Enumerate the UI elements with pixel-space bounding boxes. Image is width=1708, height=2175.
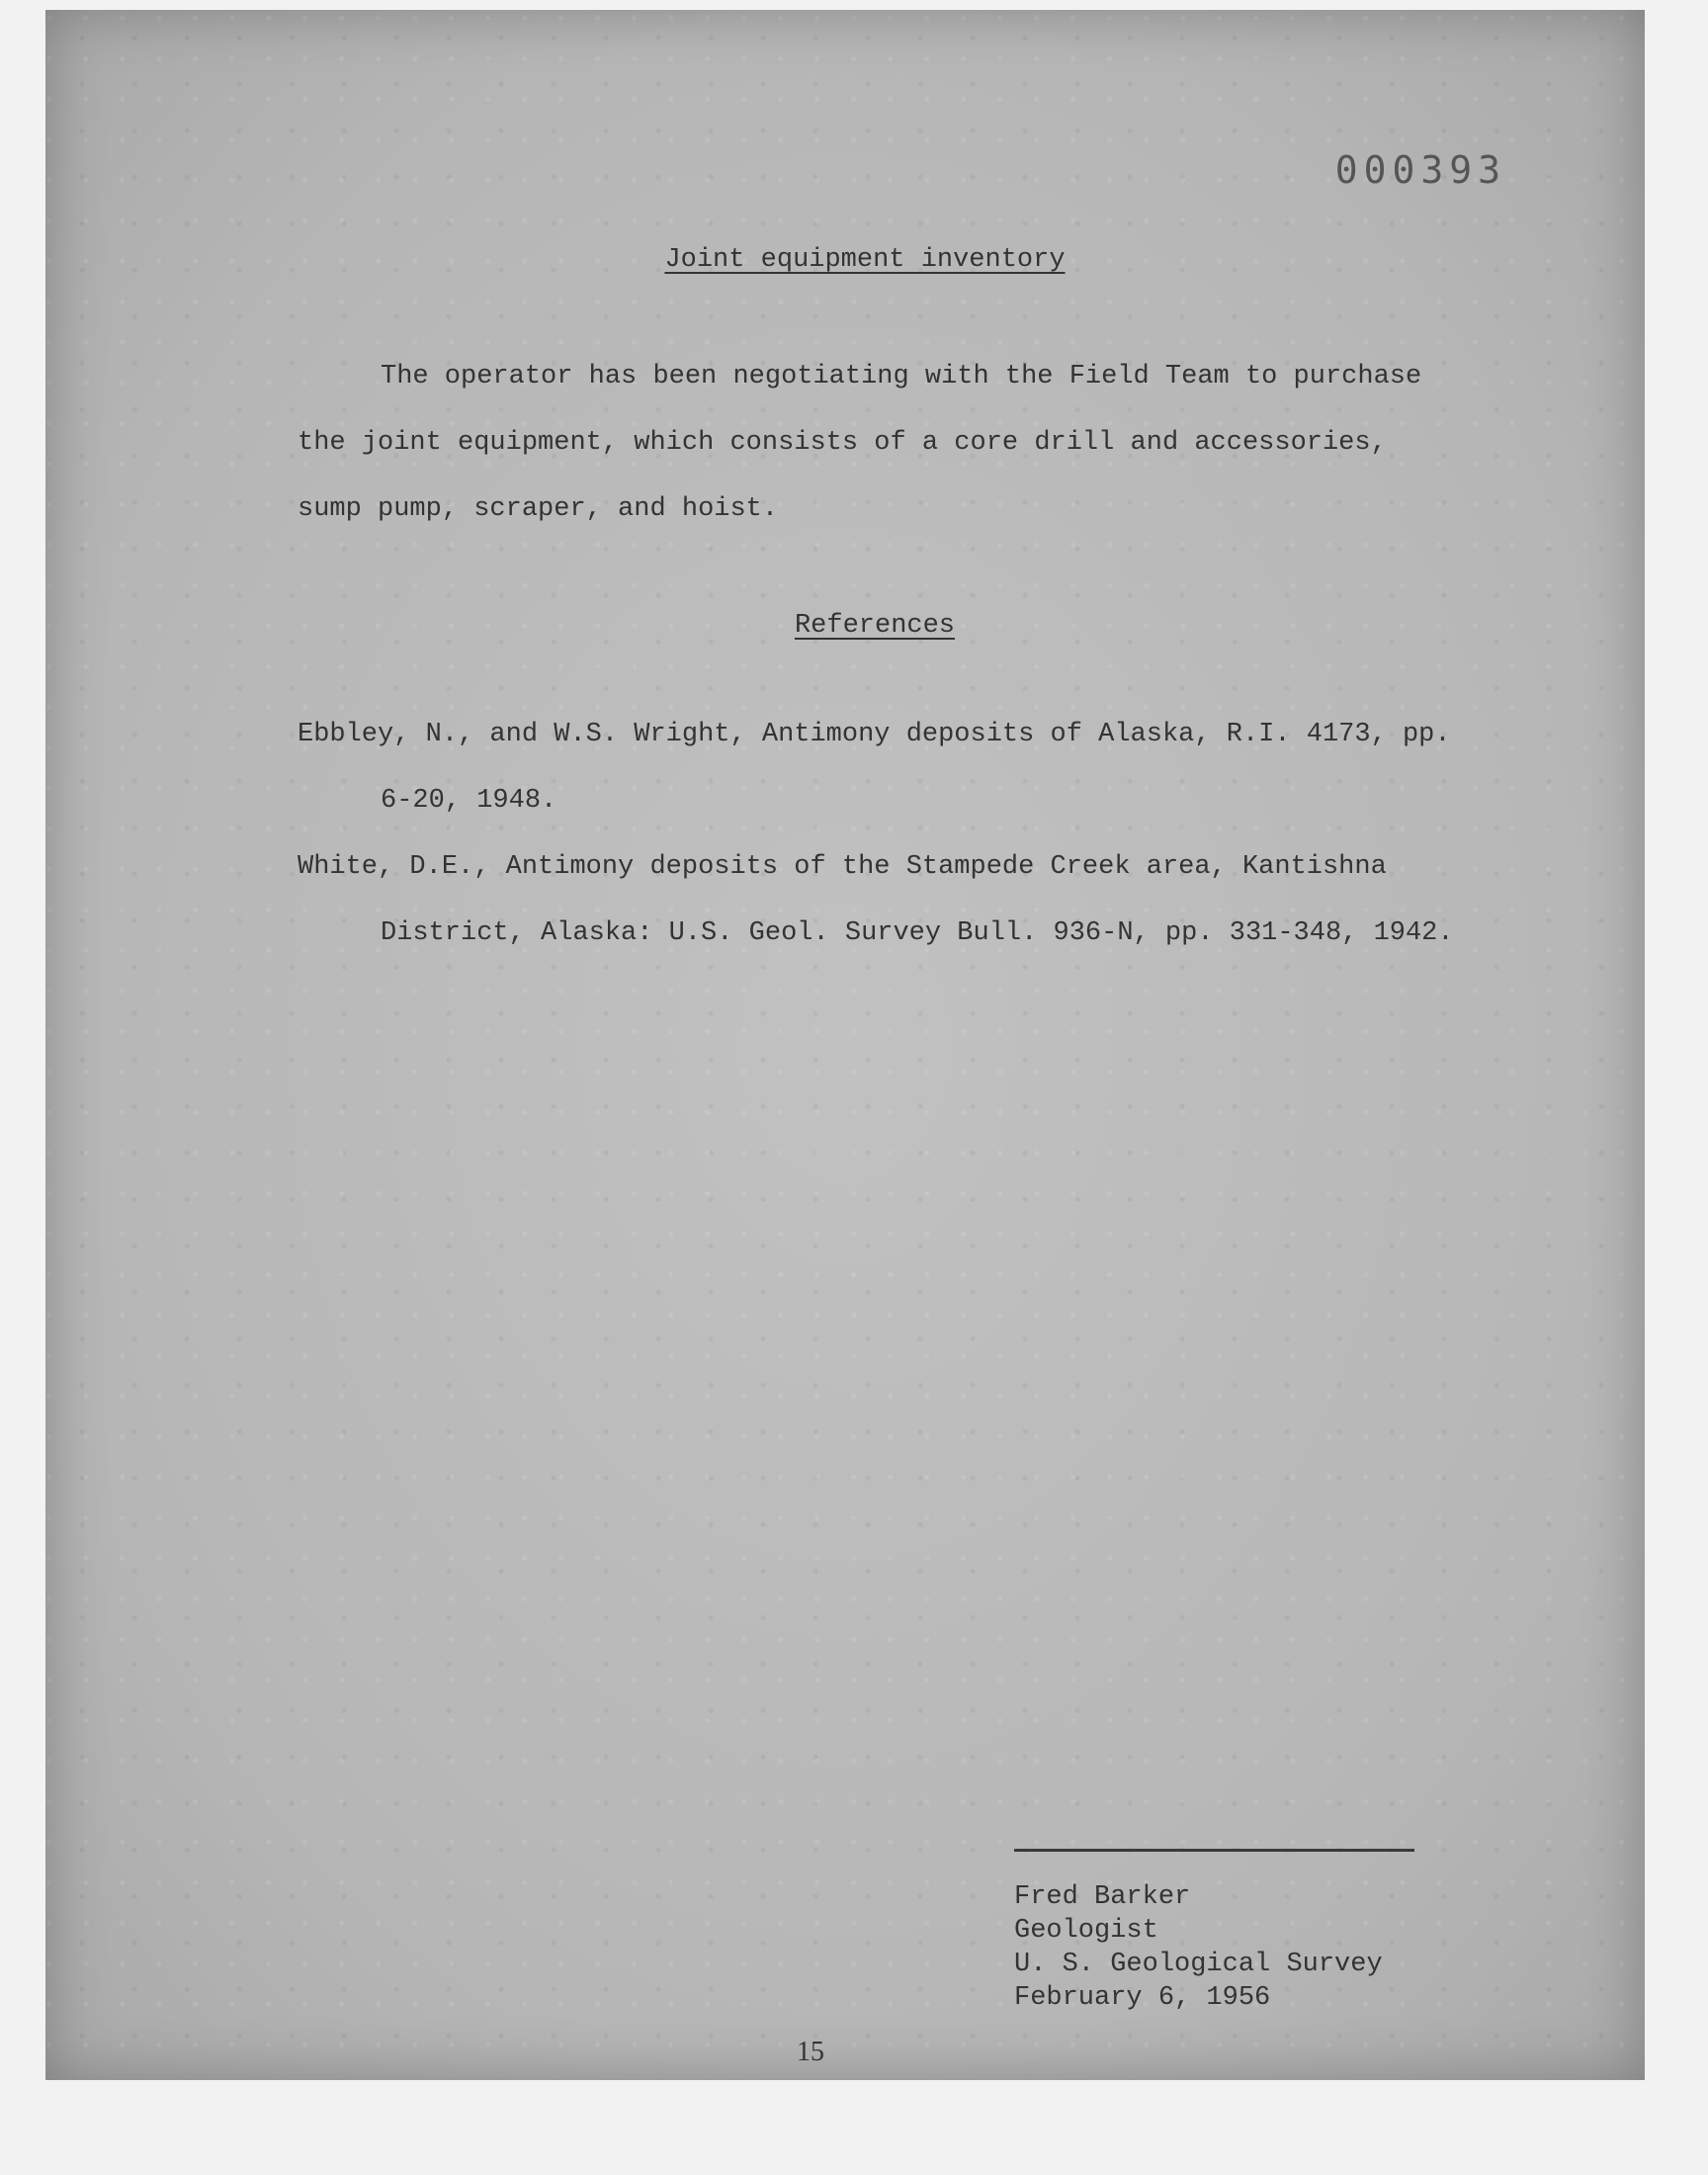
signatory-organization: U. S. Geological Survey xyxy=(1014,1950,1383,1979)
page-number: 15 xyxy=(797,2037,824,2067)
signatory-title: Geologist xyxy=(1014,1916,1158,1946)
references-list xyxy=(298,702,1484,967)
document-page xyxy=(45,10,1645,2080)
section-heading-equipment: Joint equipment inventory xyxy=(664,245,1066,275)
signature-line xyxy=(1014,1849,1414,1852)
section-heading-references: References xyxy=(794,611,956,641)
document-number: 000393 xyxy=(1334,148,1506,192)
reference-item: White, D.E., Antimony deposits of the Stampede Creek area, Kantishna District, Alaska: U.S. Geol. Survey Bull. 936-N, pp. 331-348, 1942. xyxy=(298,852,1454,948)
signatory-name: Fred Barker xyxy=(1014,1882,1191,1912)
reference-item: Ebbley, N., and W.S. Wright, Antimony deposits of Alaska, R.I. 4173, pp. 6-20, 1948. xyxy=(298,720,1451,816)
signature-block xyxy=(1014,1880,1383,2015)
equipment-paragraph: The operator has been negotiating with the Field Team to purchase the joint equipment, which consists of a core drill and accessories, sump pump, scraper, and hoist. xyxy=(298,362,1422,524)
signature-date: February 6, 1956 xyxy=(1014,1983,1271,2013)
